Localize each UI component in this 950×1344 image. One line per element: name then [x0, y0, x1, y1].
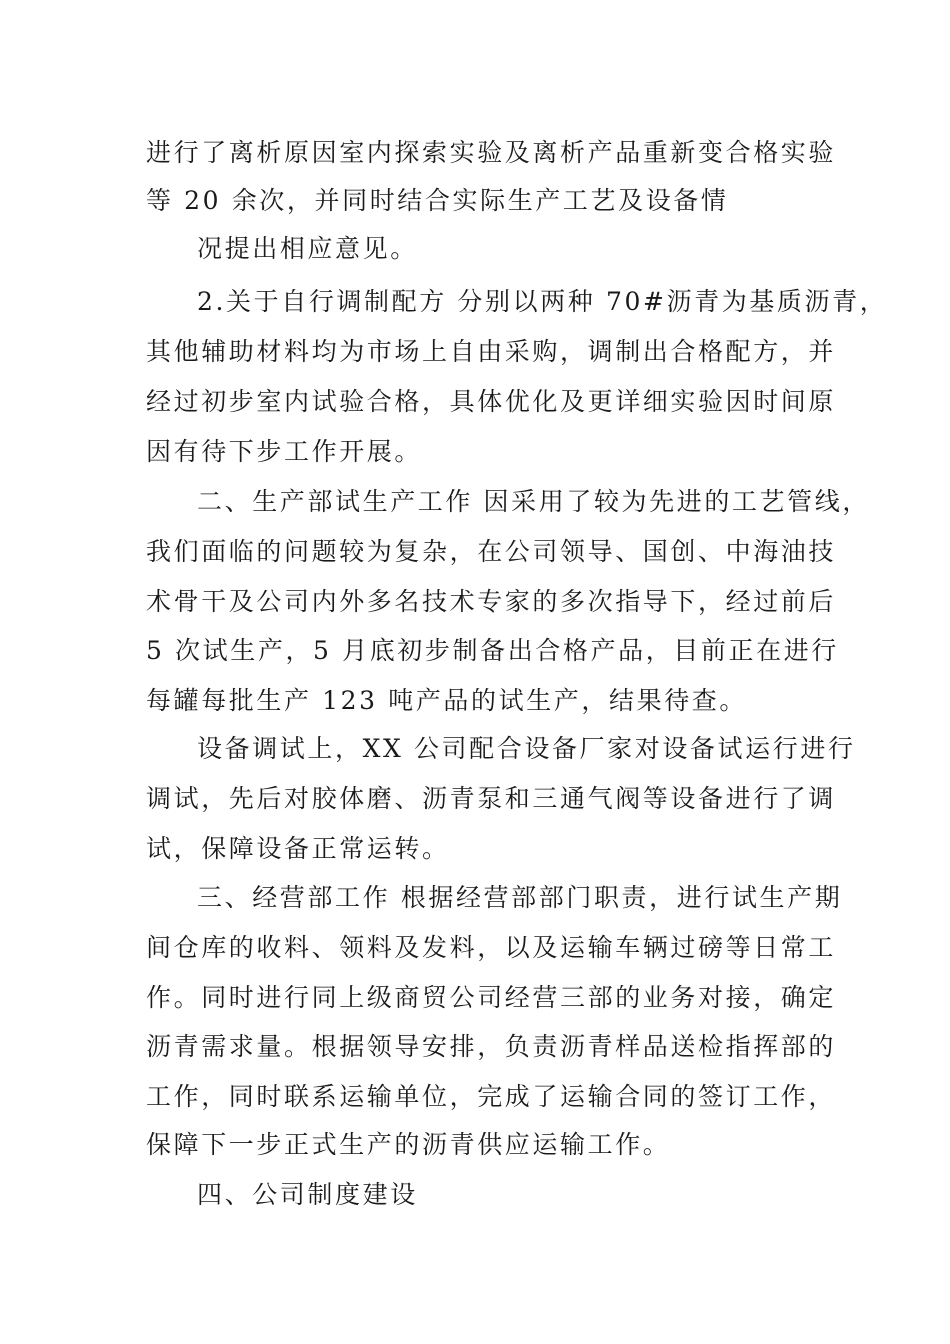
text-line: 四、公司制度建设: [197, 1180, 418, 1209]
text-line: 每罐每批生产 123 吨产品的试生产，结果待查。: [146, 686, 748, 715]
text-line: 况提出相应意见。: [197, 234, 418, 263]
text-line: 术骨干及公司内外多名技术专家的多次指导下，经过前后: [146, 587, 837, 616]
text-line: 保障下一步正式生产的沥青供应运输工作。: [146, 1130, 671, 1159]
text-line: 试，保障设备正常运转。: [146, 834, 450, 863]
text-line: 经过初步室内试验合格，具体优化及更详细实验因时间原: [146, 387, 837, 416]
text-line: 二、生产部试生产工作 因采用了较为先进的工艺管线，: [197, 487, 870, 516]
text-line: 工作，同时联系运输单位，完成了运输合同的签订工作，: [146, 1082, 837, 1111]
text-line: 进行了离析原因室内探索实验及离析产品重新变合格实验: [146, 138, 837, 167]
text-line: 沥青需求量。根据领导安排，负责沥青样品送检指挥部的: [146, 1032, 837, 1061]
text-line: 调试，先后对胶体磨、沥青泵和三通气阀等设备进行了调: [146, 784, 837, 813]
text-line: 间仓库的收料、领料及发料，以及运输车辆过磅等日常工: [146, 933, 837, 962]
text-line: 5 次试生产，5 月底初步制备出合格产品，目前正在进行: [146, 636, 839, 665]
text-line: 三、经营部工作 根据经营部部门职责，进行试生产期: [197, 883, 843, 912]
text-line: 设备调试上，XX 公司配合设备厂家对设备试运行进行: [197, 734, 856, 763]
text-line: 我们面临的问题较为复杂，在公司领导、国创、中海油技: [146, 537, 837, 566]
text-line: 等 20 余次，并同时结合实际生产工艺及设备情: [146, 186, 729, 215]
text-line: 作。同时进行同上级商贸公司经营三部的业务对接，确定: [146, 983, 837, 1012]
text-line: 2.关于自行调制配方 分别以两种 70#沥青为基质沥青，: [197, 287, 888, 316]
text-line: 因有待下步工作开展。: [146, 437, 423, 466]
text-line: 其他辅助材料均为市场上自由采购，调制出合格配方，并: [146, 337, 837, 366]
